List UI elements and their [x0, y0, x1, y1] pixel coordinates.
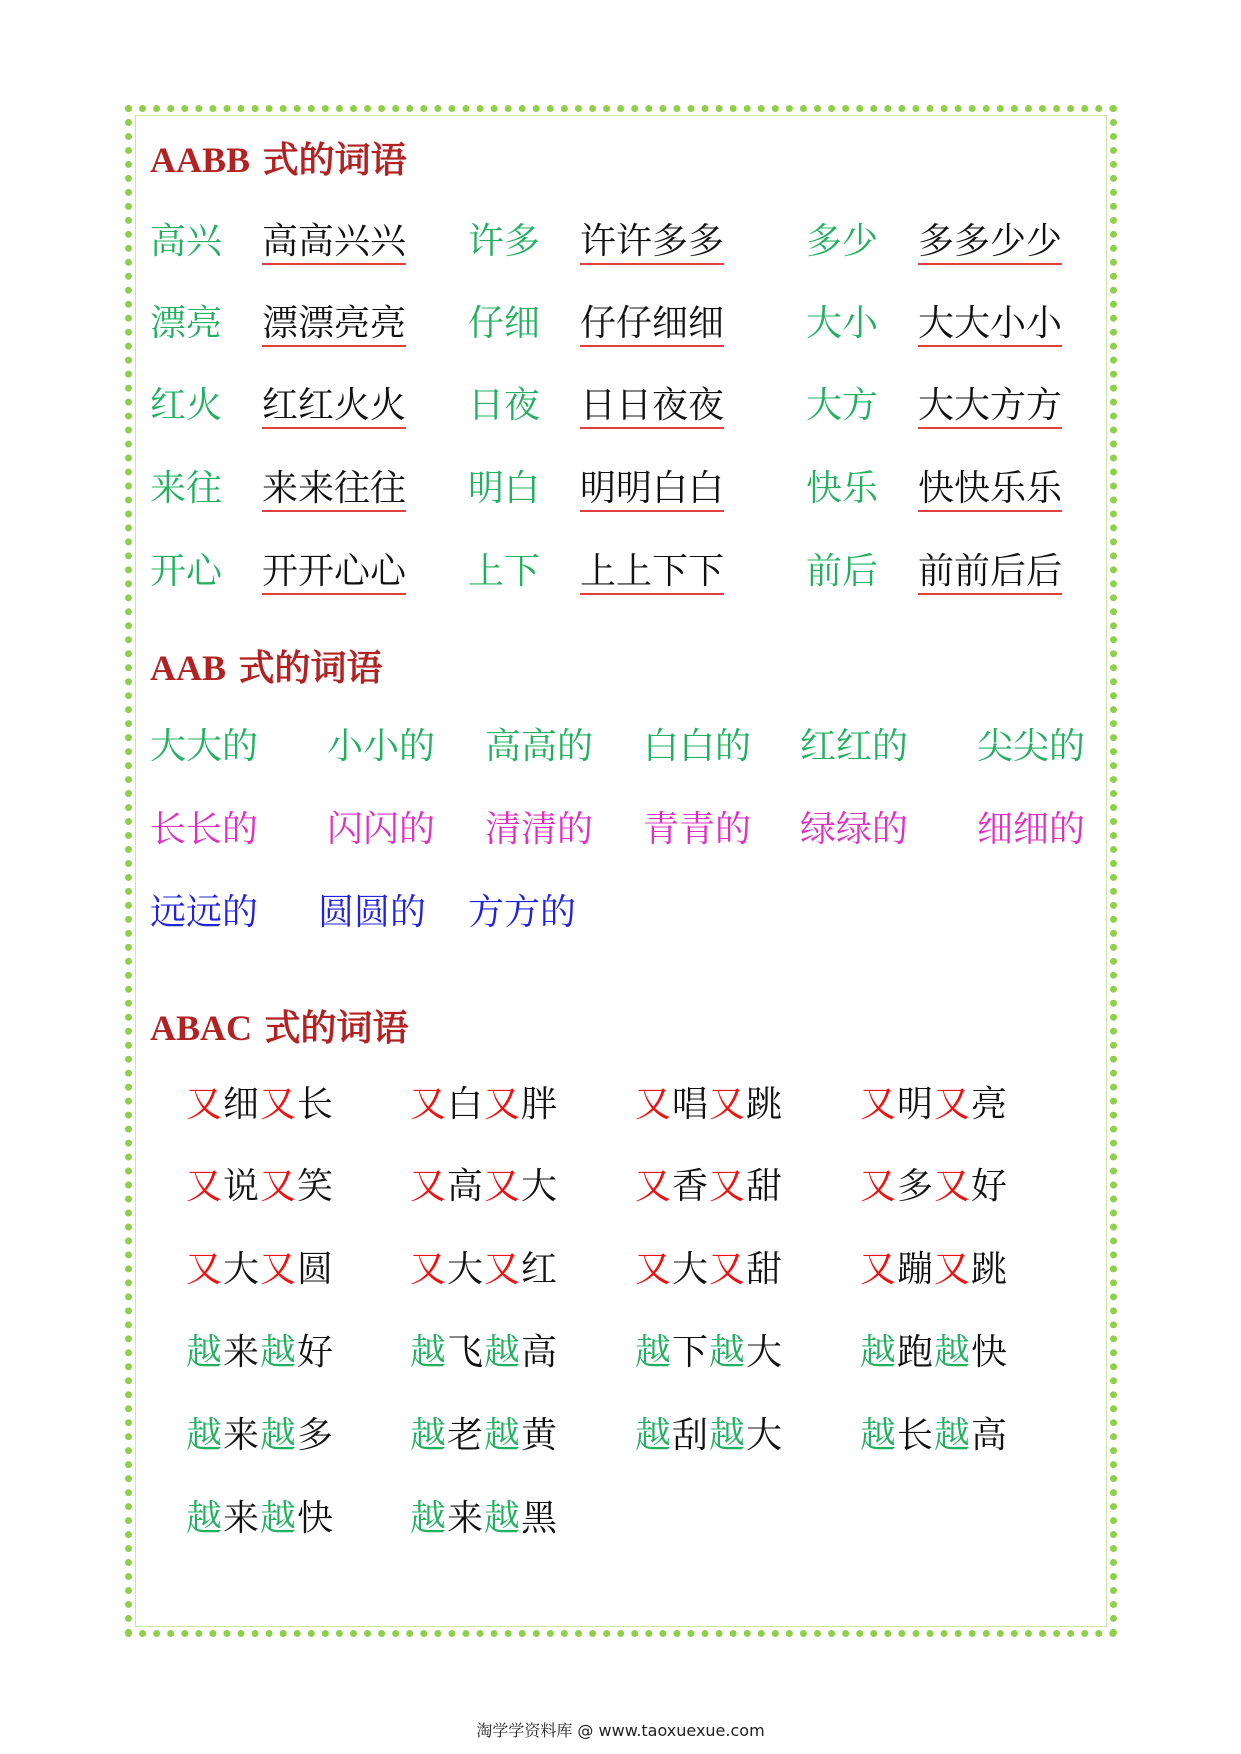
abac-pattern-char: 又: [260, 1166, 297, 1207]
abac-pattern-char: 又: [484, 1249, 521, 1290]
abac-content-char: 跑: [897, 1332, 934, 1373]
aabb-expanded-word: 上上下下: [580, 552, 724, 595]
abac-content-char: 蹦: [897, 1249, 934, 1290]
abac-content-char: 黑: [521, 1498, 558, 1539]
abac-pattern-char: 越: [934, 1415, 971, 1456]
abac-content-char: 快: [297, 1498, 334, 1539]
aab-word: 绿绿的: [800, 809, 909, 850]
abac-pattern-char: 越: [860, 1332, 897, 1373]
aabb-base-word: 高兴: [150, 221, 223, 262]
aabb-base-word: 大小: [806, 303, 879, 344]
abac-pattern-char: 又: [860, 1166, 897, 1207]
aab-heading-latin: AAB: [150, 648, 227, 688]
abac-pattern-char: 又: [410, 1166, 447, 1207]
aabb-expanded-word: 漂漂亮亮: [262, 304, 406, 347]
abac-content-char: 大: [223, 1249, 260, 1290]
aabb-base-word: 开心: [150, 551, 223, 592]
aab-word: 大大的: [150, 726, 259, 767]
abac-content-char: 大: [447, 1249, 484, 1290]
abac-pattern-char: 又: [860, 1084, 897, 1125]
aabb-base-word: 来往: [150, 468, 223, 509]
abac-pattern-char: 越: [186, 1332, 223, 1373]
abac-pattern-char: 越: [484, 1415, 521, 1456]
abac-content-char: 甜: [746, 1249, 783, 1290]
abac-heading: [150, 1000, 409, 1051]
aabb-base-word: 前后: [806, 551, 879, 592]
abac-pattern-char: 又: [484, 1084, 521, 1125]
aab-word: 高高的: [485, 726, 594, 767]
aabb-base-word: 红火: [150, 385, 223, 426]
abac-content-char: 红: [521, 1249, 558, 1290]
footer-watermark: 淘学学资料库 @ www.taoxuexue.com: [476, 1721, 765, 1740]
aab-word: 尖尖的: [977, 726, 1086, 767]
abac-content-char: 跳: [746, 1084, 783, 1125]
aabb-base-word: 漂亮: [150, 303, 223, 344]
abac-pattern-char: 又: [410, 1249, 447, 1290]
abac-content-char: 来: [447, 1498, 484, 1539]
aabb-base-word: 日夜: [468, 385, 541, 426]
abac-pattern-char: 又: [709, 1166, 746, 1207]
abac-content-char: 白: [447, 1084, 484, 1125]
abac-content-char: 来: [223, 1415, 260, 1456]
abac-content-char: 亮: [971, 1084, 1008, 1125]
abac-content-char: 大: [746, 1415, 783, 1456]
abac-content-char: 大: [521, 1166, 558, 1207]
abac-pattern-char: 越: [410, 1498, 447, 1539]
abac-content-char: 圆: [297, 1249, 334, 1290]
abac-pattern-char: 又: [709, 1084, 746, 1125]
abac-pattern-char: 越: [934, 1332, 971, 1373]
aabb-base-word: 明白: [468, 468, 541, 509]
abac-pattern-char: 又: [410, 1084, 447, 1125]
abac-content-char: 好: [971, 1166, 1008, 1207]
abac-pattern-char: 又: [260, 1249, 297, 1290]
abac-pattern-char: 又: [635, 1166, 672, 1207]
aab-word: 远远的: [150, 892, 259, 933]
aab-word: 闪闪的: [327, 809, 436, 850]
abac-pattern-char: 越: [635, 1332, 672, 1373]
aab-word: 红红的: [800, 726, 909, 767]
abac-content-char: 大: [672, 1249, 709, 1290]
abac-content-char: 黄: [521, 1415, 558, 1456]
abac-heading-latin: ABAC: [150, 1008, 253, 1048]
aabb-expanded-word: 开开心心: [262, 552, 406, 595]
aabb-expanded-word: 明明白白: [580, 469, 724, 512]
aab-word: 方方的: [468, 892, 577, 933]
aabb-expanded-word: 红红火火: [262, 386, 406, 429]
aabb-base-word: 快乐: [806, 468, 879, 509]
aab-heading: [150, 640, 383, 691]
aabb-expanded-word: 高高兴兴: [262, 222, 406, 265]
aab-word: 小小的: [327, 726, 436, 767]
abac-pattern-char: 又: [484, 1166, 521, 1207]
abac-content-char: 大: [746, 1332, 783, 1373]
abac-content-char: 明: [897, 1084, 934, 1125]
abac-heading-suffix: 式的词语: [252, 1007, 409, 1049]
abac-content-char: 胖: [521, 1084, 558, 1125]
aab-heading-suffix: 式的词语: [226, 647, 383, 689]
aabb-expanded-word: 前前后后: [918, 552, 1062, 595]
aabb-base-word: 许多: [468, 221, 541, 262]
aabb-base-word: 多少: [806, 221, 879, 262]
aabb-expanded-word: 多多少少: [918, 222, 1062, 265]
abac-content-char: 来: [223, 1332, 260, 1373]
aabb-expanded-word: 大大小小: [918, 304, 1062, 347]
aab-word: 长长的: [150, 809, 259, 850]
abac-content-char: 下: [672, 1332, 709, 1373]
abac-content-char: 跳: [971, 1249, 1008, 1290]
abac-pattern-char: 又: [934, 1166, 971, 1207]
abac-pattern-char: 越: [260, 1415, 297, 1456]
abac-pattern-char: 又: [186, 1249, 223, 1290]
abac-content-char: 高: [521, 1332, 558, 1373]
aabb-base-word: 大方: [806, 385, 879, 426]
abac-pattern-char: 越: [484, 1498, 521, 1539]
abac-pattern-char: 又: [934, 1249, 971, 1290]
abac-pattern-char: 越: [709, 1415, 746, 1456]
abac-content-char: 甜: [746, 1166, 783, 1207]
abac-content-char: 好: [297, 1332, 334, 1373]
abac-content-char: 长: [897, 1415, 934, 1456]
abac-pattern-char: 又: [934, 1084, 971, 1125]
aabb-heading-suffix: 式的词语: [250, 139, 407, 181]
abac-content-char: 长: [297, 1084, 334, 1125]
aab-word: 细细的: [977, 809, 1086, 850]
abac-content-char: 刮: [672, 1415, 709, 1456]
aab-word: 白白的: [643, 726, 752, 767]
abac-content-char: 高: [447, 1166, 484, 1207]
aabb-heading: [150, 132, 407, 183]
abac-pattern-char: 又: [709, 1249, 746, 1290]
abac-pattern-char: 又: [186, 1084, 223, 1125]
aabb-expanded-word: 日日夜夜: [580, 386, 724, 429]
abac-content-char: 说: [223, 1166, 260, 1207]
abac-pattern-char: 越: [260, 1498, 297, 1539]
abac-content-char: 多: [897, 1166, 934, 1207]
aabb-expanded-word: 来来往往: [262, 469, 406, 512]
abac-content-char: 笑: [297, 1166, 334, 1207]
abac-pattern-char: 又: [260, 1084, 297, 1125]
aabb-heading-latin: AABB: [150, 140, 251, 180]
abac-pattern-char: 越: [186, 1415, 223, 1456]
abac-content-char: 唱: [672, 1084, 709, 1125]
abac-content-char: 多: [297, 1415, 334, 1456]
abac-pattern-char: 又: [860, 1249, 897, 1290]
aabb-base-word: 上下: [468, 551, 541, 592]
abac-pattern-char: 越: [260, 1332, 297, 1373]
aab-word: 圆圆的: [318, 892, 427, 933]
aabb-expanded-word: 许许多多: [580, 222, 724, 265]
abac-pattern-char: 越: [709, 1332, 746, 1373]
abac-content-char: 细: [223, 1084, 260, 1125]
aab-word: 清清的: [485, 809, 594, 850]
abac-pattern-char: 越: [410, 1415, 447, 1456]
abac-pattern-char: 越: [484, 1332, 521, 1373]
aab-word: 青青的: [643, 809, 752, 850]
abac-content-char: 高: [971, 1415, 1008, 1456]
aabb-expanded-word: 仔仔细细: [580, 304, 724, 347]
abac-pattern-char: 越: [186, 1498, 223, 1539]
aabb-expanded-word: 大大方方: [918, 386, 1062, 429]
abac-content-char: 老: [447, 1415, 484, 1456]
abac-pattern-char: 越: [860, 1415, 897, 1456]
aabb-base-word: 仔细: [468, 303, 541, 344]
abac-content-char: 香: [672, 1166, 709, 1207]
abac-content-char: 飞: [447, 1332, 484, 1373]
abac-pattern-char: 又: [635, 1084, 672, 1125]
abac-pattern-char: 又: [186, 1166, 223, 1207]
abac-content-char: 快: [971, 1332, 1008, 1373]
abac-pattern-char: 越: [410, 1332, 447, 1373]
aabb-expanded-word: 快快乐乐: [918, 469, 1062, 512]
abac-pattern-char: 又: [635, 1249, 672, 1290]
abac-content-char: 来: [223, 1498, 260, 1539]
abac-pattern-char: 越: [635, 1415, 672, 1456]
